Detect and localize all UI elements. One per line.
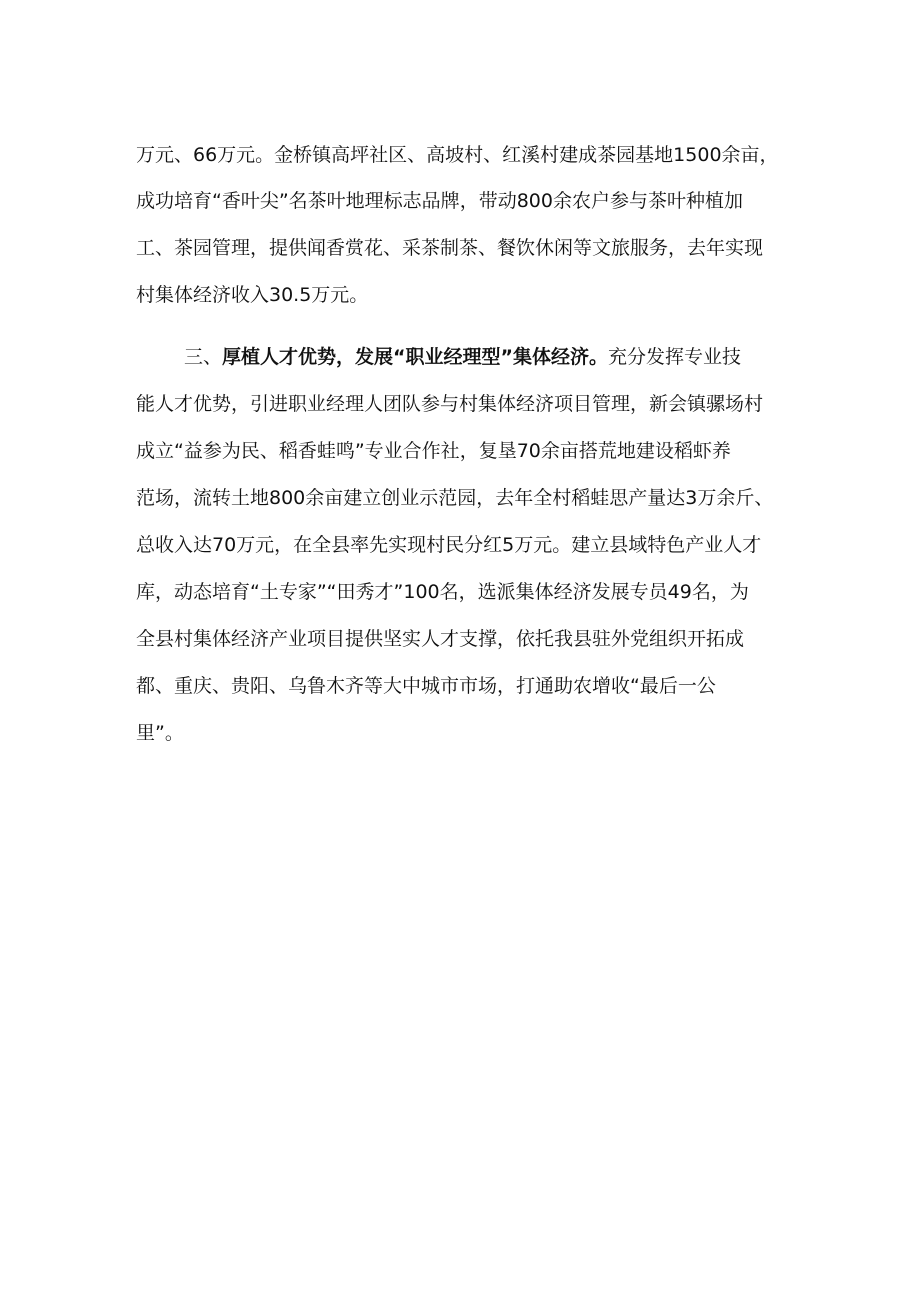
paragraph-2-line-8: 都、重庆、贵阳、乌鲁木齐等大中城市市场，打通助农增收“最后一公	[136, 675, 716, 697]
paragraph-2-line-1-rest: 充分发挥专业技	[608, 346, 742, 368]
paragraph-1-line-4: 村集体经济收入30.5万元。	[136, 284, 369, 306]
paragraph-2-line-9: 里”。	[136, 722, 184, 744]
paragraph-2-line-3: 成立“益参为民、稻香蛙鸣”专业合作社，复垦70余亩搭荒地建设稻虾养	[136, 440, 731, 462]
paragraph-2-line-5: 总收入达70万元，在全县率先实现村民分红5万元。建立县域特色产业人才	[136, 534, 762, 556]
paragraph-2-line-6: 库，动态培育“土专家”“田秀才”100名，选派集体经济发展专员49名，为	[136, 581, 749, 603]
paragraph-2-line-4: 范场，流转土地800余亩建立创业示范园，去年全村稻蛙思产量达3万余斤、	[136, 487, 774, 509]
paragraph-1-line-1: 万元、66万元。金桥镇高坪社区、高坡村、红溪村建成茶园基地1500余亩，	[136, 144, 779, 166]
section-number: 三、	[184, 346, 223, 368]
paragraph-1-line-3: 工、茶园管理，提供闻香赏花、采茶制茶、餐饮休闲等文旅服务，去年实现	[136, 237, 764, 259]
paragraph-2-line-7: 全县村集体经济产业项目提供坚实人才支撑，依托我县驻外党组织开拓成	[136, 628, 745, 650]
paragraph-2-line-1	[184, 342, 796, 372]
paragraph-2-line-2: 能人才优势，引进职业经理人团队参与村集体经济项目管理，新会镇骡场村	[136, 393, 764, 415]
paragraph-1-line-2: 成功培育“香叶尖”名茶叶地理标志品牌，带动800余农户参与茶叶种植加	[136, 190, 743, 212]
section-heading: 厚植人才优势，发展“职业经理型”集体经济。	[222, 346, 608, 368]
